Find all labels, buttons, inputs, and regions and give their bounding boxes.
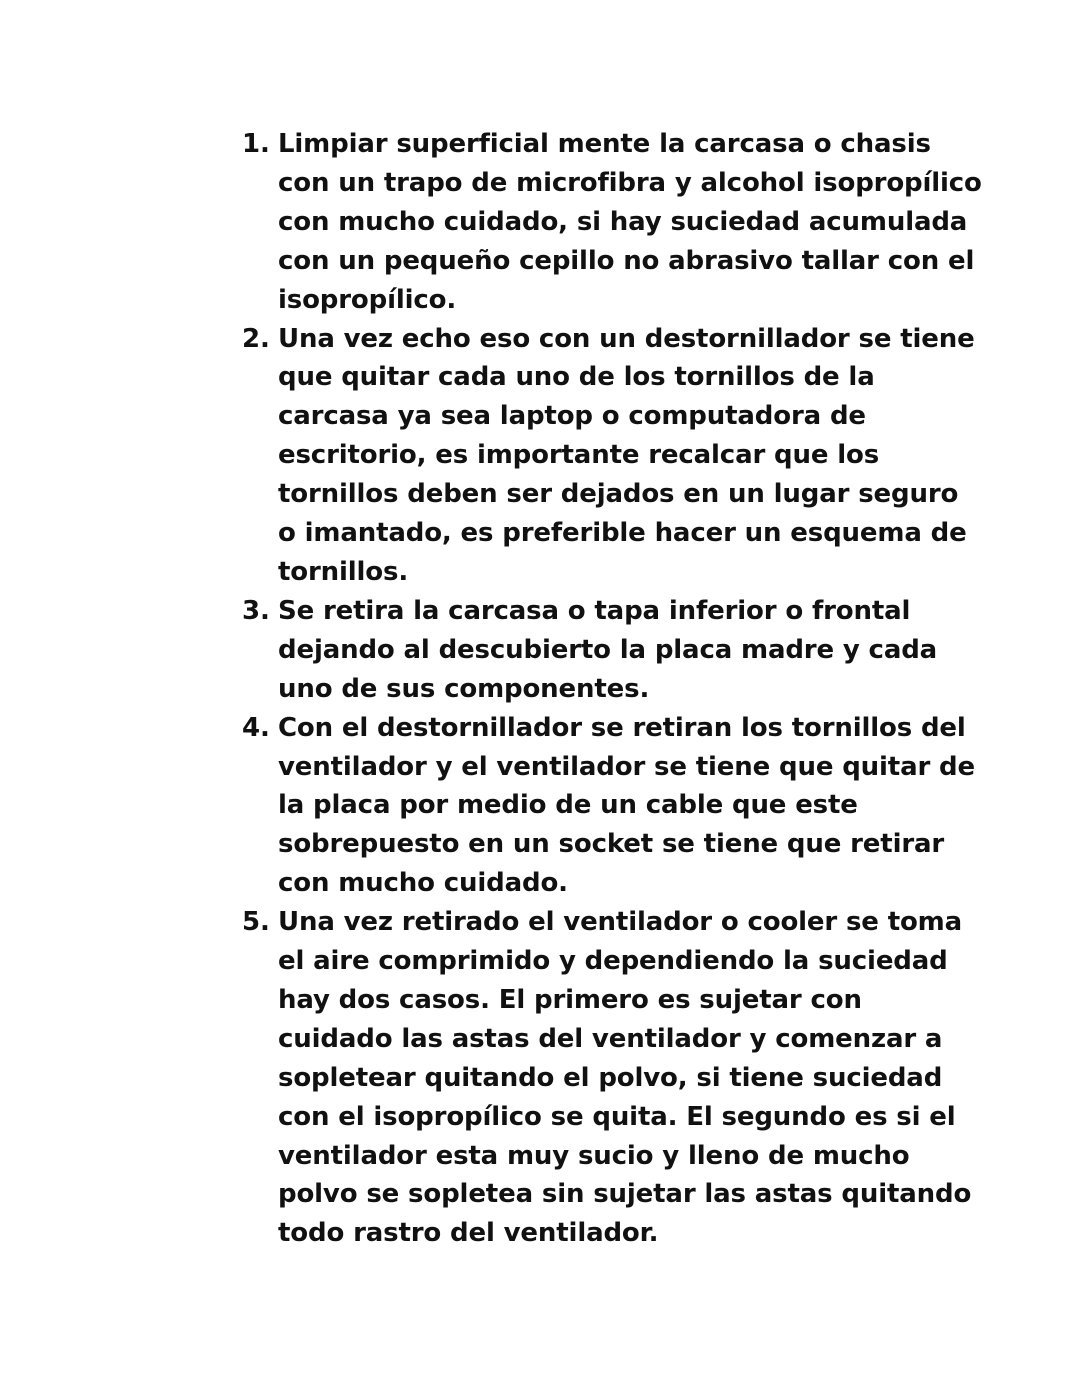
- step-text: [278, 709, 975, 904]
- step-number: 5.: [242, 907, 270, 938]
- list-item-step-3: [242, 592, 942, 709]
- step-number: 4.: [242, 712, 270, 743]
- list-item-step-2: [242, 320, 975, 592]
- step-text-line: carcasa ya sea laptop o computadora de: [278, 401, 866, 432]
- step-text-line: con un trapo de microfibra y alcohol isopropílico: [278, 167, 982, 198]
- step-text-line: con mucho cuidado, si hay suciedad acumulada: [278, 206, 968, 237]
- step-text-line: sopletear quitando el polvo, si tiene suciedad: [278, 1062, 943, 1093]
- step-text-line: tornillos deben ser dejados en un lugar seguro: [278, 479, 959, 510]
- step-text-line: con mucho cuidado.: [278, 868, 568, 899]
- step-text-line: ventilador esta muy sucio y lleno de mucho: [278, 1140, 910, 1171]
- step-text-line: dejando al descubierto la placa madre y cada: [278, 634, 938, 665]
- step-text-line: sobrepuesto en un socket se tiene que retirar: [278, 829, 945, 860]
- step-text-line: que quitar cada uno de los tornillos de la: [278, 362, 875, 393]
- step-text-line: Una vez echo eso con un destornillador se tiene: [278, 323, 975, 354]
- step-number: 1.: [242, 129, 270, 159]
- step-text-line: Con el destornillador se retiran los tornillos del: [278, 712, 966, 743]
- step-text-line: escritorio, es importante recalcar que los: [278, 440, 880, 471]
- step-text-line: tornillos.: [278, 556, 409, 587]
- step-number: 2.: [242, 323, 270, 354]
- step-text-line: con un pequeño cepillo no abrasivo tallar con el: [278, 245, 975, 276]
- step-text-line: con el isopropílico se quita. El segundo es si el: [278, 1101, 956, 1132]
- step-text-line: cuidado las astas del ventilador y comenzar a: [278, 1023, 943, 1054]
- step-text-line: polvo se sopletea sin sujetar las astas quitando: [278, 1179, 972, 1210]
- step-text-line: uno de sus componentes.: [278, 673, 650, 704]
- step-text: [278, 903, 971, 1253]
- step-text-line: ventilador y el ventilador se tiene que quitar de: [278, 751, 975, 782]
- step-text: [278, 320, 975, 592]
- step-text: [278, 592, 942, 709]
- list-item-step-1: [242, 125, 982, 320]
- step-text-line: Una vez retirado el ventilador o cooler se toma: [278, 907, 963, 938]
- step-text-line: o imantado, es preferible hacer un esquema de: [278, 518, 967, 549]
- step-text-line: Limpiar superficial mente la carcasa o chasis: [278, 129, 931, 159]
- step-text-line: hay dos casos. El primero es sujetar con: [278, 984, 862, 1015]
- list-item-step-4: [242, 709, 975, 904]
- step-text-line: Se retira la carcasa o tapa inferior o frontal: [278, 595, 911, 626]
- step-text-line: isopropílico.: [278, 284, 457, 315]
- step-text-line: todo rastro del ventilador.: [278, 1218, 659, 1249]
- step-text: [278, 125, 982, 320]
- step-number: 3.: [242, 595, 270, 626]
- step-text-line: la placa por medio de un cable que este: [278, 790, 858, 821]
- cleaning-steps-list: [242, 125, 982, 1253]
- step-text-line: el aire comprimido y dependiendo la suciedad: [278, 946, 948, 977]
- list-item-step-5: [242, 903, 972, 1253]
